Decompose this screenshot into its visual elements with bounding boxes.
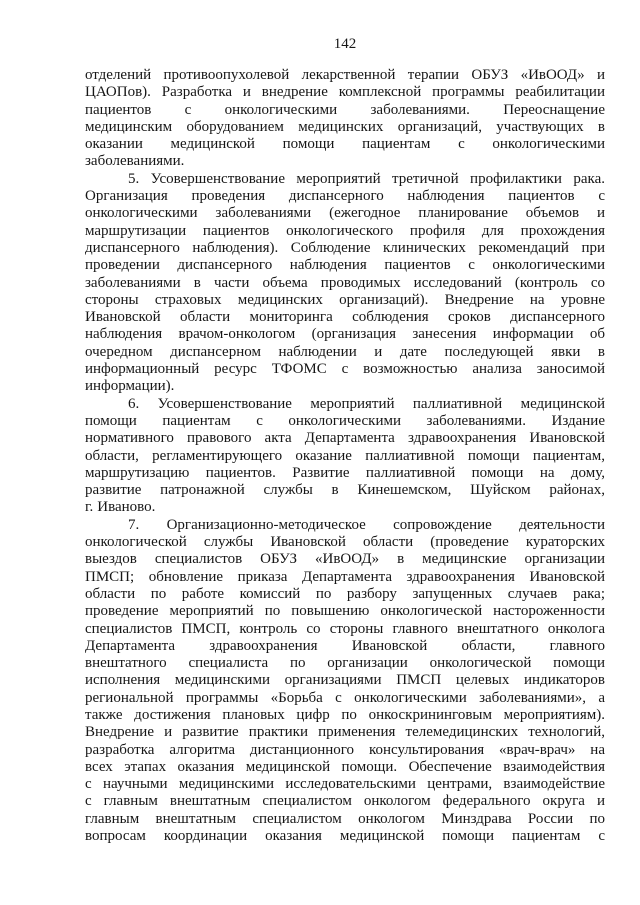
text-line: Ивановской области мониторинга соблюдения сроков диспансерного xyxy=(85,309,605,326)
text-line: ЦАОПов). Разработка и внедрение комплексной программы реабилитации xyxy=(85,84,605,101)
text-line: развитие патронажной службы в Кинешемском, Шуйском районах, xyxy=(85,482,605,499)
text-line: помощи пациентам с онкологическими заболеваниями. Издание xyxy=(85,412,605,429)
text-line: главным внештатным специалистом онкологом Минздрава России по xyxy=(85,810,605,827)
text-line: также достижения плановых цифр по онкоскрининговым мероприятиям). xyxy=(85,706,605,723)
text-line: проведение мероприятий по повышению онкологической настороженности xyxy=(85,603,605,620)
text-line: отделений противоопухолевой лекарственной терапии ОБУЗ «ИвООД» и xyxy=(85,67,605,83)
text-line: 6. Усовершенствование мероприятий паллиативной медицинской xyxy=(128,395,605,412)
text-line: г. Иваново. xyxy=(85,499,156,516)
text-line: проведении диспансерного наблюдения пациентов с онкологическими xyxy=(85,257,605,274)
text-line: исполнения медицинскими организациями ПМСП целевых индикаторов xyxy=(85,672,605,689)
text-line: информационный ресурс ТФОМС с возможностью анализа заносимой xyxy=(85,361,605,378)
text-line: 7. Организационно-методическое сопровождение деятельности xyxy=(128,516,605,533)
text-line: оказании медицинской помощи пациентам с онкологическими xyxy=(85,136,605,153)
text-line: области, регламентирующего оказание паллиативной помощи пациентам, xyxy=(85,447,605,464)
text-line: внештатного специалиста по организации онкологической помощи xyxy=(85,655,605,672)
text-line: всех этапах оказания медицинской помощи. Обеспечение взаимодействия xyxy=(85,758,605,775)
text-line: выездов специалистов ОБУЗ «ИвООД» в медицинские организации xyxy=(85,551,605,568)
text-line: области по работе комиссий по разбору запущенных случаев рака; xyxy=(85,585,605,602)
document-body xyxy=(85,67,605,845)
paragraph-item-6 xyxy=(85,396,605,517)
paragraph-continuation xyxy=(85,67,605,171)
paragraph-item-5 xyxy=(85,171,605,396)
text-line: диспансерного наблюдения). Соблюдение клинических рекомендаций при xyxy=(85,239,605,256)
paragraph-item-7 xyxy=(85,517,605,846)
text-line: информации). xyxy=(85,378,175,395)
text-line: стороны страховых медицинских организаций). Внедрение на уровне xyxy=(85,291,605,308)
text-line: очередном диспансерном наблюдении и дате последующей явки в xyxy=(85,343,605,360)
text-line: заболеваниями в части объема проводимых исследований (контроль со xyxy=(85,274,605,291)
text-line: Внедрение и развитие практики применения телемедицинских технологий, xyxy=(85,724,605,741)
text-line: Департамента здравоохранения Ивановской области, главного xyxy=(85,637,605,654)
text-line: ПМСП; обновление приказа Департамента здравоохранения Ивановской xyxy=(85,568,605,585)
text-line: маршрутизации пациентов онкологического профиля для прохождения xyxy=(85,222,605,239)
text-line: пациентов с онкологическими заболеваниями. Переоснащение xyxy=(85,101,605,118)
text-line: наблюдения врачом-онкологом (организация занесения информации об xyxy=(85,326,605,343)
page-number: 142 xyxy=(333,36,357,52)
text-line: с научными медицинскими исследовательскими центрами, взаимодействие xyxy=(85,776,605,793)
text-line: онкологической службы Ивановской области (проведение кураторских xyxy=(85,534,605,551)
text-line: заболеваниями. xyxy=(85,153,185,170)
text-line: разработка алгоритма дистанционного консультирования «врач-врач» на xyxy=(85,741,605,758)
text-line: региональной программы «Борьба с онкологическими заболеваниями», а xyxy=(85,689,605,706)
text-line: специалистов ПМСП, контроль со стороны главного внештатного онколога xyxy=(85,620,605,637)
text-line: нормативного правового акта Департамента здравоохранения Ивановской xyxy=(85,430,605,447)
text-line: онкологическими заболеваниями (ежегодное планирование объемов и xyxy=(85,205,605,222)
text-line: 5. Усовершенствование мероприятий третичной профилактики рака. xyxy=(128,170,605,187)
text-line: с главным внештатным специалистом онкологом федерального округа и xyxy=(85,793,605,810)
text-line: маршрутизацию пациентов. Развитие паллиативной помощи на дому, xyxy=(85,464,605,481)
text-line: вопросам координации оказания медицинской помощи пациентам с xyxy=(85,828,605,845)
text-line: Организация проведения диспансерного наблюдения пациентов с xyxy=(85,188,605,205)
text-line: медицинским оборудованием медицинских организаций, участвующих в xyxy=(85,118,605,135)
